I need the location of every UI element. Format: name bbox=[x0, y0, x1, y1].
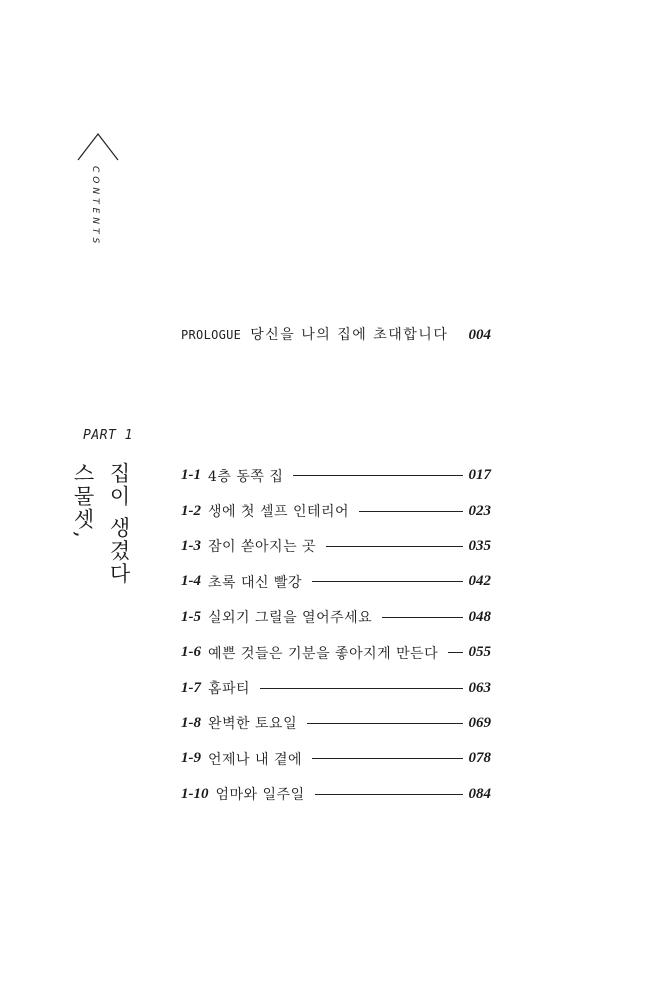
chapter-title: 초록 대신 빨강 bbox=[208, 574, 303, 591]
chapter-title: 언제나 내 곁에 bbox=[208, 751, 303, 768]
leader-line bbox=[359, 511, 462, 512]
chapter-page-number: 023 bbox=[468, 502, 491, 519]
part-label: PART 1 bbox=[83, 428, 133, 443]
chapter-number: 1-1 bbox=[181, 467, 201, 484]
chapter-list bbox=[181, 458, 491, 812]
chapter-entry[interactable] bbox=[181, 458, 491, 493]
chapter-number: 1-7 bbox=[181, 679, 201, 696]
prologue-tag: PROLOGUE bbox=[181, 328, 242, 342]
chapter-entry[interactable] bbox=[181, 600, 491, 635]
leader-line bbox=[382, 617, 462, 618]
prologue-page-number: 004 bbox=[468, 327, 491, 343]
contents-label: CONTENTS bbox=[90, 166, 100, 248]
chapter-page-number: 063 bbox=[468, 679, 491, 696]
chapter-entry[interactable] bbox=[181, 635, 491, 670]
chapter-number: 1-6 bbox=[181, 644, 201, 661]
part-title bbox=[71, 462, 137, 622]
chapter-number: 1-9 bbox=[181, 750, 201, 767]
chapter-title: 생에 첫 셀프 인테리어 bbox=[208, 504, 350, 521]
leader-line bbox=[260, 688, 462, 689]
chapter-title: 실외기 그릴을 열어주세요 bbox=[208, 610, 373, 627]
chapter-page-number: 042 bbox=[468, 573, 491, 590]
leader-line bbox=[312, 581, 462, 582]
leader-line bbox=[307, 723, 462, 724]
chapter-number: 1-10 bbox=[181, 785, 209, 802]
leader-line bbox=[448, 652, 462, 653]
chapter-title: 예쁜 것들은 기분을 좋아지게 만든다 bbox=[208, 645, 439, 662]
chapter-page-number: 055 bbox=[468, 644, 491, 661]
leader-line bbox=[293, 475, 462, 476]
chapter-entry[interactable] bbox=[181, 564, 491, 599]
chevron-up-icon bbox=[76, 130, 120, 162]
chapter-number: 1-3 bbox=[181, 537, 201, 554]
chapter-page-number: 048 bbox=[468, 608, 491, 625]
leader-line bbox=[326, 546, 462, 547]
chapter-entry[interactable] bbox=[181, 493, 491, 528]
chapter-title: 엄마와 일주일 bbox=[215, 787, 305, 804]
chapter-number: 1-5 bbox=[181, 608, 201, 625]
part-title-column-2: 스물셋, bbox=[71, 462, 95, 540]
chapter-page-number: 084 bbox=[468, 785, 491, 802]
part-title-column-1: 집이 생겼다 bbox=[107, 462, 131, 586]
leader-line bbox=[312, 758, 462, 759]
chapter-entry[interactable] bbox=[181, 777, 491, 812]
chapter-page-number: 069 bbox=[468, 714, 491, 731]
chapter-number: 1-8 bbox=[181, 714, 201, 731]
chapter-page-number: 078 bbox=[468, 750, 491, 767]
prologue-entry[interactable] bbox=[181, 324, 491, 344]
chapter-title: 완벽한 토요일 bbox=[208, 716, 298, 733]
chapter-entry[interactable] bbox=[181, 741, 491, 776]
chapter-entry[interactable] bbox=[181, 706, 491, 741]
chapter-title: 홈파티 bbox=[208, 681, 251, 698]
chapter-number: 1-2 bbox=[181, 502, 201, 519]
chapter-title: 4층 동쪽 집 bbox=[208, 468, 284, 485]
chapter-page-number: 035 bbox=[468, 537, 491, 554]
chapter-page-number: 017 bbox=[468, 467, 491, 484]
chapter-number: 1-4 bbox=[181, 573, 201, 590]
prologue-title: 당신을 나의 집에 초대합니다 bbox=[250, 327, 449, 343]
chapter-title: 잠이 쏟아지는 곳 bbox=[208, 539, 317, 556]
chapter-entry[interactable] bbox=[181, 529, 491, 564]
chapter-entry[interactable] bbox=[181, 670, 491, 705]
leader-line bbox=[315, 794, 463, 795]
